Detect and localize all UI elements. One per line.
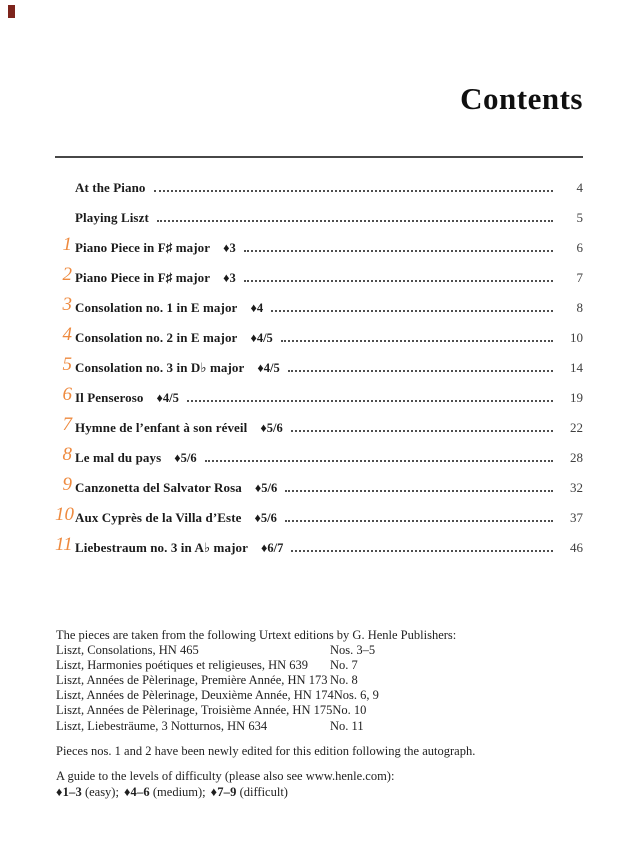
toc-entry-title: Consolation no. 2 in E major [75,330,238,345]
difficulty-level [124,785,206,799]
toc-entry-number: 9 [62,474,72,495]
toc-entry-title: Hymne de l’enfant à son réveil [75,420,248,435]
difficulty-marker: ♦5/6 [254,511,277,525]
source-edition: Liszt, Années de Pèlerinage, Deuxième Année, HN 174 [56,688,334,703]
difficulty-range: ♦7–9 [210,784,237,799]
toc-entry-number: 3 [62,294,72,315]
toc-entry-page-number: 14 [570,360,583,375]
toc-entry-page-number: 22 [570,420,583,435]
toc-entry-title: Consolation no. 1 in E major [75,300,238,315]
toc-entry-title: Piano Piece in F♯ major [75,240,211,255]
sources-block [56,628,556,734]
difficulty-marker: ♦3 [223,241,236,255]
dotted-leader [244,250,553,252]
toc-entry [55,502,583,532]
page-corner-mark [8,5,15,18]
dotted-leader [281,340,553,342]
toc-entry-page-number: 37 [570,510,583,525]
toc-entry [55,232,583,262]
dotted-leader [205,460,553,462]
toc-entry-title: Il Penseroso [75,390,144,405]
dotted-leader [154,190,553,192]
toc-entry-page-number: 19 [570,390,583,405]
toc-entry [55,352,583,382]
difficulty-label: (difficult) [239,784,288,799]
toc-entry-number: 1 [62,234,72,255]
dotted-leader [288,370,553,372]
toc-entry-page-number: 8 [576,300,583,315]
difficulty-range: ♦1–3 [56,784,82,799]
toc-entry-page-number: 4 [576,180,583,195]
difficulty-label: (easy); [84,784,119,799]
toc-entry-number: 10 [55,504,74,525]
difficulty-level [211,785,288,799]
toc-entry-title: Consolation no. 3 in D♭ major [75,360,245,375]
difficulty-marker: ♦6/7 [260,541,284,555]
toc-entry [55,322,583,352]
toc-entry-number: 7 [62,414,72,435]
toc-entry [55,412,583,442]
page-title: Contents [460,81,583,116]
toc-entry-number: 11 [55,534,73,555]
source-piece-numbers: Nos. 6, 9 [333,688,379,703]
toc-entry [55,442,583,472]
toc-entry [55,172,583,202]
source-piece-numbers: Nos. 3–5 [330,643,376,658]
sources-intro: The pieces are taken from the following Urtext editions by G. Henle Publishers: [56,628,457,642]
difficulty-marker: ♦4/5 [257,361,280,375]
source-edition: Liszt, Consolations, HN 465 [56,643,199,658]
toc-entry-page-number: 6 [576,240,583,255]
difficulty-guide [56,769,576,800]
dotted-leader [187,400,553,402]
difficulty-marker: ♦5/6 [260,421,283,435]
toc-entry-number: 8 [62,444,72,465]
toc-entry [55,532,583,562]
dotted-leader [291,430,553,432]
difficulty-guide-intro: A guide to the levels of difficulty (please also see www.henle.com): [56,769,395,783]
toc-entry-title: Liebestraum no. 3 in A♭ major [75,540,248,555]
source-piece-numbers: No. 8 [330,673,358,688]
source-row [56,688,556,703]
toc-entry [55,202,583,232]
toc-entry-page-number: 7 [576,270,583,285]
dotted-leader [244,280,553,282]
difficulty-marker: ♦5/6 [174,451,197,465]
toc-entry-number: 5 [62,354,72,375]
source-row [56,643,556,658]
toc-entry-page-number: 10 [570,330,583,345]
toc-entry [55,262,583,292]
source-edition: Liszt, Années de Pèlerinage, Première Année, HN 173 [56,673,328,688]
source-piece-numbers: No. 7 [330,658,358,673]
toc-entry-title: Canzonetta del Salvator Rosa [75,480,242,495]
toc-entry-title: Le mal du pays [75,450,162,465]
dotted-leader [157,220,553,222]
toc-entry-title: Piano Piece in F♯ major [75,270,211,285]
source-row [56,719,556,734]
toc-entry-page-number: 32 [570,480,583,495]
difficulty-level [56,785,119,799]
sources-list [56,643,556,734]
toc-entry-page-number: 5 [576,210,583,225]
source-row [56,658,556,673]
dotted-leader [291,550,553,552]
difficulty-marker: ♦4/5 [250,331,273,345]
toc-entry-page-number: 28 [570,450,583,465]
source-edition: Liszt, Harmonies poétiques et religieuses, HN 639 [56,658,309,673]
difficulty-guide-levels [56,785,576,801]
difficulty-marker: ♦5/6 [254,481,278,495]
difficulty-marker: ♦3 [223,271,236,285]
source-row [56,673,556,688]
dotted-leader [285,490,553,492]
difficulty-range: ♦4–6 [123,784,150,799]
table-of-contents [55,172,583,562]
edition-note: Pieces nos. 1 and 2 have been newly edited for this edition following the autograph. [56,744,476,758]
toc-entry [55,382,583,412]
toc-entry [55,472,583,502]
source-edition: Liszt, Liebesträume, 3 Notturnos, HN 634 [56,718,268,733]
toc-entry-title: Aux Cyprès de la Villa d’Este [75,510,242,525]
toc-entry-title: Playing Liszt [75,210,149,225]
source-piece-numbers: No. 11 [330,718,364,733]
toc-entry [55,292,583,322]
difficulty-marker: ♦4 [250,301,264,315]
source-piece-numbers: No. 10 [332,703,367,718]
dotted-leader [271,310,553,312]
horizontal-rule [55,156,583,158]
difficulty-label: (medium); [152,784,206,799]
dotted-leader [285,520,553,522]
source-edition: Liszt, Années de Pèlerinage, Troisième Année, HN 175 [56,703,333,718]
difficulty-marker: ♦4/5 [156,391,179,405]
toc-entry-page-number: 46 [570,540,583,555]
toc-entry-number: 4 [62,324,72,345]
toc-entry-number: 6 [62,384,72,405]
toc-entry-title: At the Piano [75,180,146,195]
source-row [56,703,556,718]
toc-entry-number: 2 [62,264,72,285]
